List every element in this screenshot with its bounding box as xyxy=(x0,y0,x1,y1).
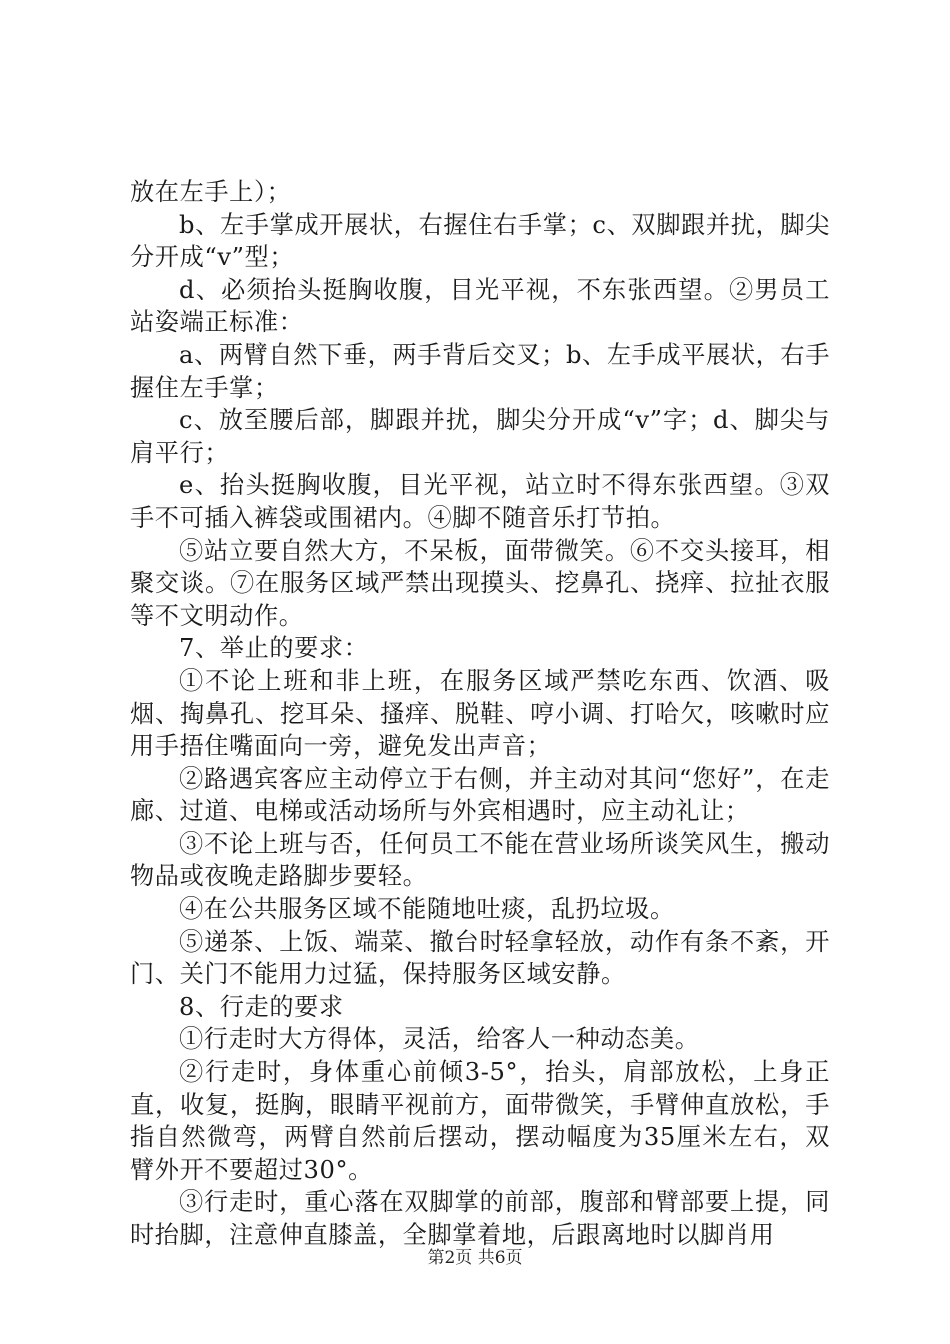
paragraph: 7、举止的要求： xyxy=(179,634,369,663)
paragraph: 放在左手上）； xyxy=(130,178,292,206)
paragraph: b、左手掌成开展状，右握住右手掌；c、双脚跟并扰，脚尖分开成“v”型； xyxy=(130,210,830,272)
paragraph: d、必须抬头挺胸收腹，目光平视，不东张西望。②男员工站姿端正标准： xyxy=(130,275,830,337)
document-body xyxy=(130,176,830,1252)
paragraph: ②行走时，身体重心前倾3-5°，抬头，肩部放松，上身正直，收复，挺胸，眼睛平视前方，面带微笑，手臂伸直放松，手指自然微弯，两臂自然前后摆动，摆动幅度为35厘米左右，双臂外开不要超过30°。 xyxy=(130,1058,830,1184)
paragraph: ①不论上班和非上班，在服务区域严禁吃东西、饮酒、吸烟、掏鼻孔、挖耳朵、搔痒、脱鞋、哼小调、打哈欠，咳嗽时应用手捂住嘴面向一旁，避免发出声音； xyxy=(130,666,830,761)
paragraph: c、放至腰后部，脚跟并扰，脚尖分开成“v”字；d、脚尖与肩平行； xyxy=(130,406,830,467)
paragraph: ③不论上班与否，任何员工不能在营业场所谈笑风生，搬动物品或夜晚走路脚步要轻。 xyxy=(130,829,830,891)
paragraph: a、两臂自然下垂，两手背后交叉；b、左手成平展状，右手握住左手掌； xyxy=(130,340,830,402)
paragraph: e、抬头挺胸收腹，目光平视，站立时不得东张西望。③双手不可插入裤袋或围裙内。④脚不随音乐打节拍。 xyxy=(130,471,830,532)
page-footer: 第2页 共6页 xyxy=(427,1248,523,1268)
paragraph: ②路遇宾客应主动停立于右侧，并主动对其问“您好”，在走廊、过道、电梯或活动场所与外宾相遇时，应主动礼让； xyxy=(130,764,830,826)
paragraph: ①行走时大方得体，灵活，给客人一种动态美。 xyxy=(179,1025,700,1054)
paragraph: ⑤递茶、上饭、端菜、撤台时轻拿轻放，动作有条不紊，开门、关门不能用力过猛，保持服务区域安静。 xyxy=(130,927,830,989)
paragraph: ④在公共服务区域不能随地吐痰，乱扔垃圾。 xyxy=(179,895,675,924)
paragraph: ⑤站立要自然大方，不呆板，面带微笑。⑥不交头接耳，相聚交谈。⑦在服务区域严禁出现摸头、挖鼻孔、挠痒、拉扯衣服等不文明动作。 xyxy=(130,536,830,630)
paragraph: ③行走时，重心落在双脚掌的前部，腹部和臂部要上提，同时抬脚，注意伸直膝盖，全脚掌着地，后跟离地时以脚肖用 xyxy=(130,1188,830,1249)
paragraph: 8、行走的要求 xyxy=(179,992,344,1021)
